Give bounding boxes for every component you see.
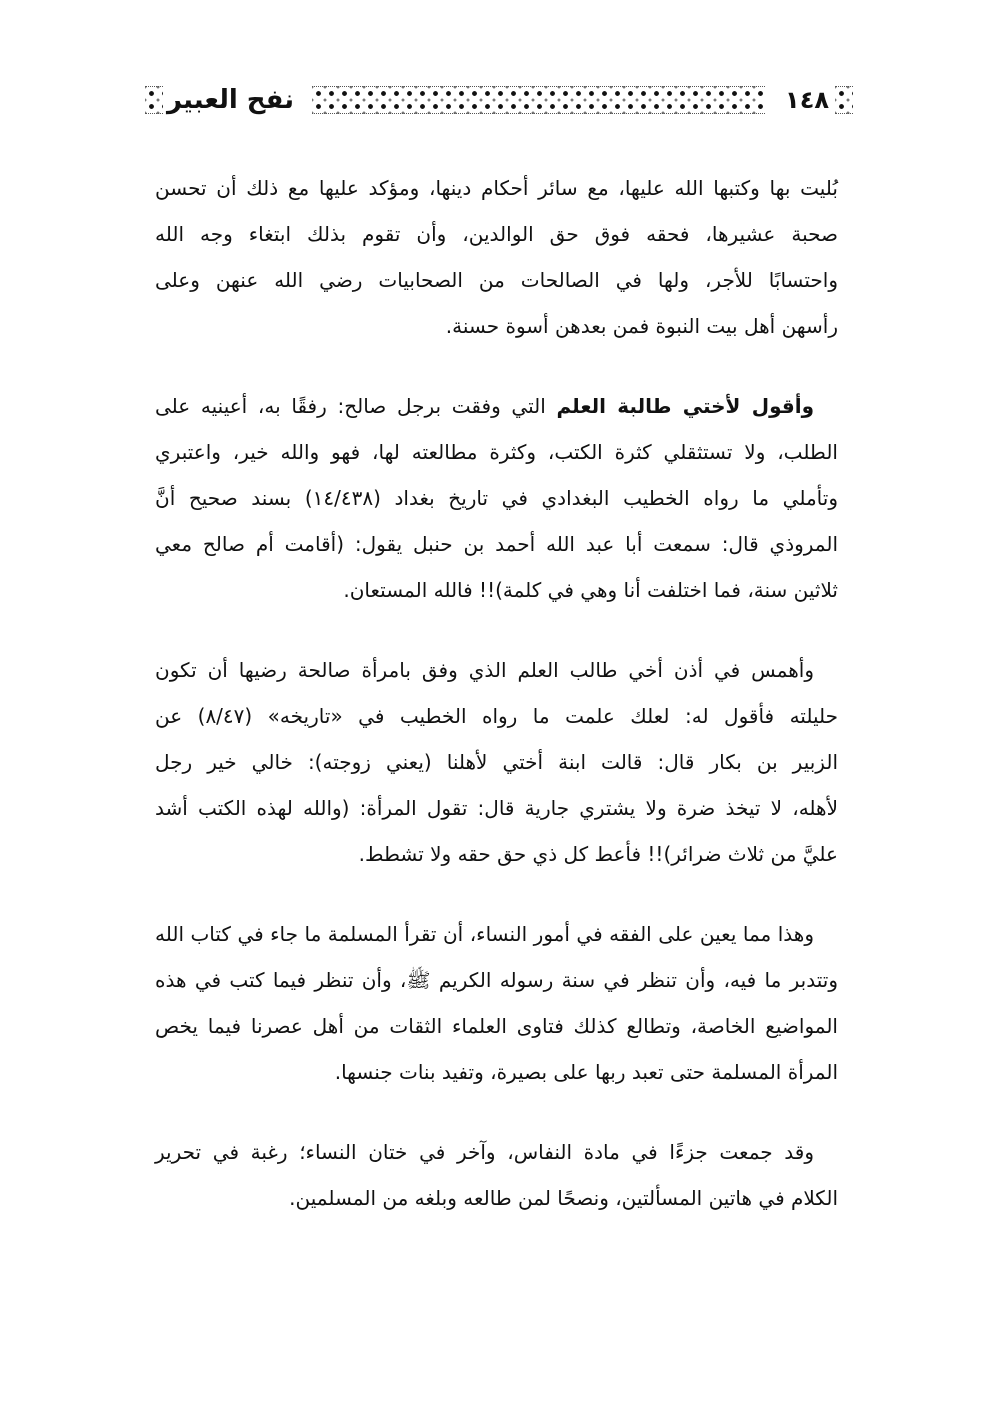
text-line: الزبير بن بكار قال: قالت ابنة أختي لأهلنا (يعني زوجته): خالي خير رجل	[155, 750, 838, 774]
text-line: ثلاثين سنة، فما اختلفت أنا وهي في كلمة)!! فالله المستعان.	[343, 578, 838, 602]
text-line: وقد جمعت جزءًا في مادة النفاس، وآخر في ختان النساء؛ رغبة في تحرير	[155, 1140, 814, 1164]
paragraph	[155, 165, 838, 349]
text-line: صحبة عشيرها، فحقه فوق حق الوالدين، وأن تقوم بذلك ابتغاء وجه الله	[155, 222, 838, 246]
ornament-border	[835, 86, 853, 114]
paragraph	[155, 647, 838, 877]
text-line: حليلته فأقول له: لعلك علمت ما رواه الخطيب في «تاريخه» (٨/٤٧) عن	[155, 704, 838, 728]
text-line: وهذا مما يعين على الفقه في أمور النساء، أن تقرأ المسلمة ما جاء في كتاب الله	[155, 922, 814, 946]
text-line: الطلب، ولا تستثقلي كثرة الكتب، وكثرة مطالعته لها، فهو والله خير، واعتبري	[155, 440, 838, 464]
text-line: المواضيع الخاصة، وتطالع كذلك فتاوى العلماء الثقات من أهل عصرنا فيما يخص	[155, 1014, 838, 1038]
page-body	[155, 165, 838, 1255]
text-line: وأهمس في أذن أخي طالب العلم الذي وفق بامرأة صالحة رضيها أن تكون	[155, 658, 814, 682]
paragraph	[155, 911, 838, 1095]
text-span: التي وفقت برجل صالح: رفقًا به، أعينيه على	[155, 394, 546, 418]
text-line: المرأة المسلمة حتى تعبد ربها على بصيرة، وتفيد بنات جنسها.	[334, 1060, 838, 1084]
text-line: عليَّ من ثلاث ضرائر)!! فأعط كل ذي حق حقه ولا تشطط.	[358, 842, 838, 866]
text-line: واحتسابًا للأجر، ولها في الصالحات من الصحابيات رضي الله عنهن وعلى	[155, 268, 838, 292]
text-line: وتأملي ما رواه الخطيب البغدادي في تاريخ بغداد (١٤/٤٣٨) بسند صحيح أنَّ	[155, 486, 838, 510]
text-line: رأسهن أهل بيت النبوة فمن بعدهن أسوة حسنة.	[445, 314, 838, 338]
ornament-border	[312, 86, 765, 114]
paragraph	[155, 1129, 838, 1221]
text-line: المروذي قال: سمعت أبا عبد الله أحمد بن حنبل يقول: (أقامت أم صالح معي	[155, 532, 838, 556]
paragraph	[155, 383, 838, 613]
page-number: ١٤٨	[785, 86, 829, 114]
text-line: وتتدبر ما فيه، وأن تنظر في سنة رسوله الكريم ﷺ، وأن تنظر فيما كتب في هذه	[155, 968, 838, 992]
text-line: الكلام في هاتين المسألتين، ونصحًا لمن طالعه وبلغه من المسلمين.	[289, 1186, 838, 1210]
text-line	[155, 383, 838, 429]
text-line: بُليت بها وكتبها الله عليها، مع سائر أحكام دينها، ومؤكد عليها مع ذلك أن تحسن	[155, 176, 838, 200]
bold-lead: وأقول لأختي طالبة العلم	[556, 394, 814, 418]
text-line: لأهله، لا تيخذ ضرة ولا يشتري جارية قال: تقول المرأة: (والله لهذه الكتب أشد	[155, 796, 838, 820]
ornament-border	[145, 86, 163, 114]
book-title: نفح العبير	[167, 85, 295, 115]
page-header	[145, 84, 853, 116]
